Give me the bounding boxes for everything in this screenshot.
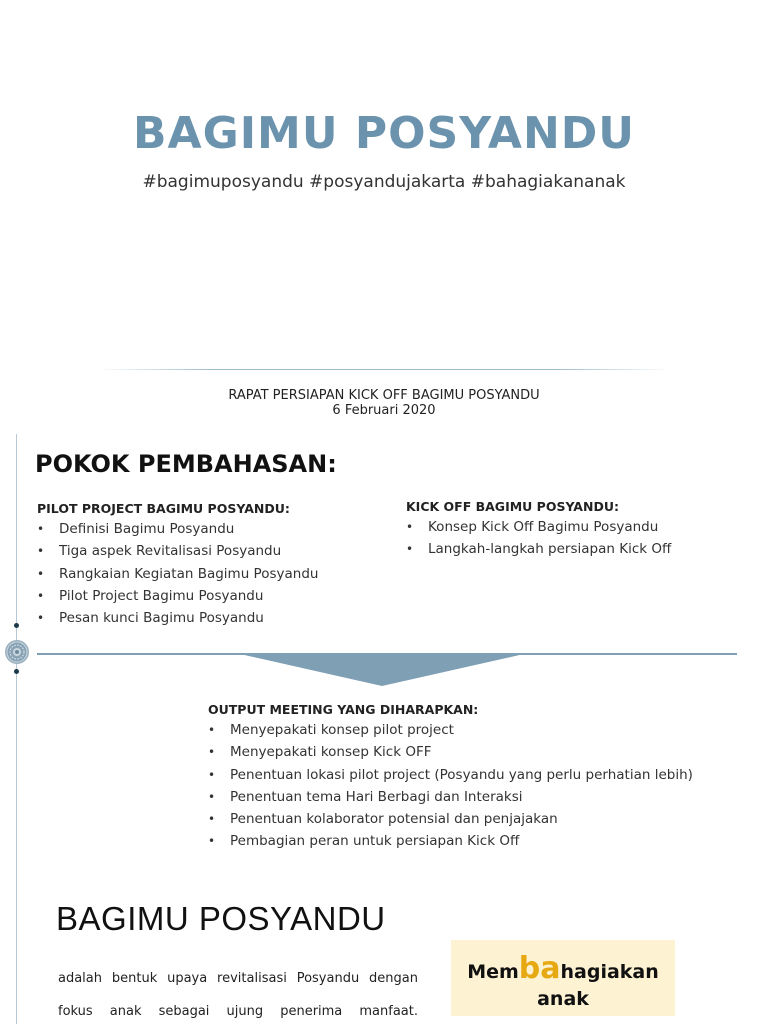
list-item: • Pilot Project Bagimu Posyandu [37,585,318,607]
slide1-divider [98,369,670,370]
tagline-box [451,940,675,1016]
list-item: • Penentuan tema Hari Berbagi dan Interaksi [208,786,693,808]
tagline-line1 [451,952,675,989]
list-item: • Menyepakati konsep Kick OFF [208,741,693,763]
tagline-line2: anak [537,988,589,1010]
slide1-hashtags: #bagimuposyandu #posyandujakarta #bahagiakananak [142,172,626,192]
section-heading: POKOK PEMBAHASAN: [35,450,337,478]
kickoff-title: KICK OFF BAGIMU POSYANDU: [406,499,619,514]
kickoff-list [406,516,671,561]
list-item: • Tiga aspek Revitalisasi Posyandu [37,540,318,562]
output-block [208,702,693,853]
timeline-line [16,434,17,1024]
meeting-title: RAPAT PERSIAPAN KICK OFF BAGIMU POSYANDU [228,388,540,403]
pilot-project-title: PILOT PROJECT BAGIMU POSYANDU: [37,501,290,516]
kickoff-block [406,499,671,561]
timeline-dot [14,623,19,628]
output-list [208,719,693,853]
chevron-down-icon [0,654,768,688]
list-item: • Menyepakati konsep pilot project [208,719,693,741]
tagline-pre: Mem [467,961,519,983]
list-item: • Konsep Kick Off Bagimu Posyandu [406,516,671,538]
list-item: • Penentuan lokasi pilot project (Posyandu yang perlu perhatian lebih) [208,764,693,786]
definition-line: adalah bentuk upaya revitalisasi Posyandu dengan [58,971,418,986]
tagline-post: hagiakan [560,961,659,983]
output-title: OUTPUT MEETING YANG DIHARAPKAN: [208,702,479,717]
definition-text [58,962,418,1028]
slide3-title: BAGIMU POSYANDU [56,900,386,937]
slide1-title: BAGIMU POSYANDU [132,108,636,159]
tagline-highlight: ba [518,951,561,986]
slide1-subtitle [0,388,768,418]
pilot-project-list [37,518,318,629]
list-item: • Pembagian peran untuk persiapan Kick Off [208,830,693,852]
definition-line: fokus anak sebagai ujung penerima manfaat. [58,1004,418,1019]
list-item: • Rangkaian Kegiatan Bagimu Posyandu [37,563,318,585]
list-item: • Langkah-langkah persiapan Kick Off [406,538,671,560]
list-item: • Definisi Bagimu Posyandu [37,518,318,540]
meeting-date: 6 Februari 2020 [332,403,436,418]
list-item: • Penentuan kolaborator potensial dan penjajakan [208,808,693,830]
list-item: • Pesan kunci Bagimu Posyandu [37,607,318,629]
pilot-project-block [37,501,318,629]
